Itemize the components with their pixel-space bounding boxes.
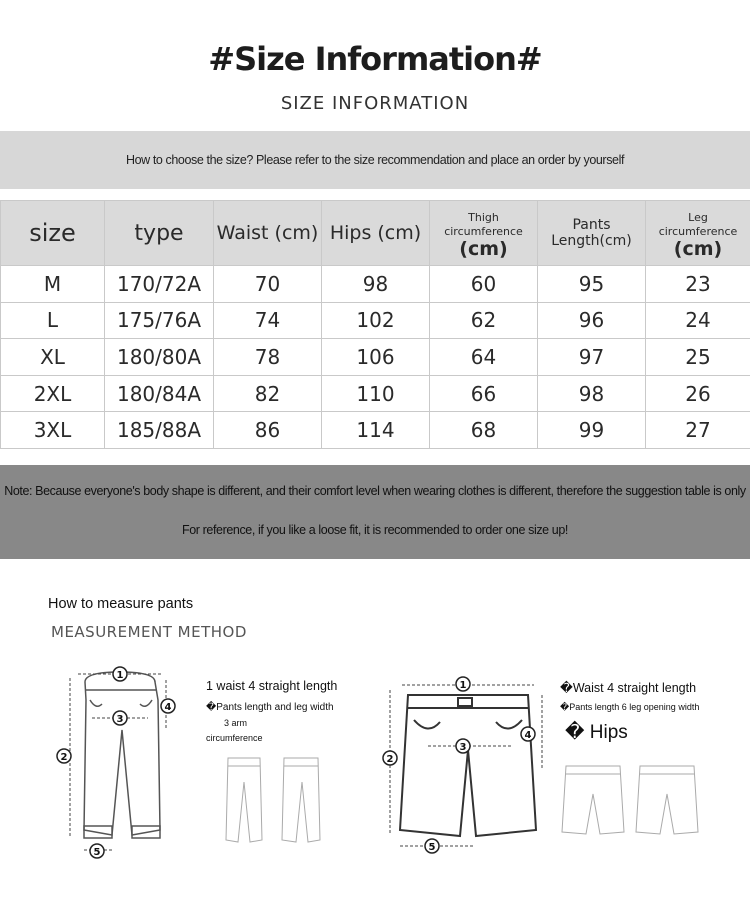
marker-3: 3 bbox=[116, 714, 124, 725]
table-header-row bbox=[1, 201, 750, 266]
size-advice-banner bbox=[0, 131, 750, 189]
cell-size: 2XL bbox=[1, 375, 105, 412]
cell-length: 99 bbox=[538, 412, 646, 449]
note-line-1: Note: Because everyone's body shape is different, and their comfort level when wearing clothes is different, therefore the suggestion table is only bbox=[4, 484, 746, 498]
header-hips: Hips (cm) bbox=[322, 201, 430, 266]
marker-4: 4 bbox=[164, 702, 172, 713]
table-row bbox=[1, 302, 750, 339]
long-pants-diagram bbox=[50, 660, 190, 860]
cell-waist: 86 bbox=[214, 412, 322, 449]
cell-thigh: 64 bbox=[430, 339, 538, 376]
cell-leg: 27 bbox=[646, 412, 750, 449]
size-advice-text: How to choose the size? Please refer to the size recommendation and place an order by yourself bbox=[125, 153, 625, 167]
cell-hips: 102 bbox=[322, 302, 430, 339]
cell-waist: 78 bbox=[214, 339, 322, 376]
header-waist: Waist (cm) bbox=[214, 201, 322, 266]
measure-method-title: MEASUREMENT METHOD bbox=[51, 623, 247, 641]
right-label-1: �Waist 4 straight length bbox=[560, 681, 697, 695]
cell-hips: 98 bbox=[322, 266, 430, 303]
cell-length: 97 bbox=[538, 339, 646, 376]
page-subtitle: SIZE INFORMATION bbox=[280, 93, 470, 114]
shorts-marker-1: 1 bbox=[459, 680, 467, 691]
table-row bbox=[1, 375, 750, 412]
cell-hips: 110 bbox=[322, 375, 430, 412]
header-type: type bbox=[105, 201, 214, 266]
cell-thigh: 68 bbox=[430, 412, 538, 449]
cell-length: 98 bbox=[538, 375, 646, 412]
cell-waist: 70 bbox=[214, 266, 322, 303]
cell-length: 96 bbox=[538, 302, 646, 339]
header-thigh-unit: (cm) bbox=[459, 237, 508, 260]
header-leg-top: Leg bbox=[688, 210, 708, 224]
shorts-marker-5: 5 bbox=[428, 842, 436, 853]
shorts-diagram bbox=[378, 670, 548, 860]
cell-size: M bbox=[1, 266, 105, 303]
marker-2: 2 bbox=[60, 752, 68, 763]
page-title: #Size Information# bbox=[208, 40, 542, 78]
cell-leg: 24 bbox=[646, 302, 750, 339]
cell-leg: 25 bbox=[646, 339, 750, 376]
shorts-marker-2: 2 bbox=[386, 754, 394, 765]
measure-heading: How to measure pants bbox=[48, 596, 194, 612]
left-label-3: 3 arm bbox=[224, 718, 248, 728]
marker-1: 1 bbox=[116, 670, 124, 681]
shorts-sketch-icon bbox=[560, 760, 705, 840]
cell-size: L bbox=[1, 302, 105, 339]
size-note bbox=[0, 465, 750, 559]
size-table bbox=[0, 200, 750, 449]
left-label-2: �Pants length and leg width bbox=[206, 702, 334, 713]
cell-waist: 82 bbox=[214, 375, 322, 412]
cell-size: XL bbox=[1, 339, 105, 376]
cell-type: 180/80A bbox=[105, 339, 214, 376]
cell-type: 180/84A bbox=[105, 375, 214, 412]
marker-5: 5 bbox=[93, 847, 101, 858]
right-label-2: �Pants length 6 leg opening width bbox=[560, 702, 700, 712]
table-row bbox=[1, 266, 750, 303]
cell-type: 170/72A bbox=[105, 266, 214, 303]
cell-waist: 74 bbox=[214, 302, 322, 339]
long-pants-sketch-icon bbox=[222, 752, 332, 844]
cell-leg: 23 bbox=[646, 266, 750, 303]
cell-hips: 114 bbox=[322, 412, 430, 449]
cell-leg: 26 bbox=[646, 375, 750, 412]
cell-hips: 106 bbox=[322, 339, 430, 376]
table-row bbox=[1, 339, 750, 376]
right-label-3: � Hips bbox=[565, 722, 628, 743]
header-thigh bbox=[430, 201, 538, 266]
header-leg-unit: (cm) bbox=[673, 237, 723, 260]
header-thigh-mid: circumference bbox=[444, 224, 523, 238]
shorts-marker-4: 4 bbox=[524, 730, 532, 741]
cell-thigh: 60 bbox=[430, 266, 538, 303]
header-thigh-top: Thigh bbox=[468, 210, 499, 224]
cell-size: 3XL bbox=[1, 412, 105, 449]
cell-type: 175/76A bbox=[105, 302, 214, 339]
cell-type: 185/88A bbox=[105, 412, 214, 449]
cell-length: 95 bbox=[538, 266, 646, 303]
header-size: size bbox=[1, 201, 105, 266]
cell-thigh: 66 bbox=[430, 375, 538, 412]
note-line-2: For reference, if you like a loose fit, it is recommended to order one size up! bbox=[182, 523, 568, 537]
table-row bbox=[1, 412, 750, 449]
header-leg-mid: circumference bbox=[658, 224, 738, 238]
cell-thigh: 62 bbox=[430, 302, 538, 339]
left-label-4: circumference bbox=[206, 733, 263, 743]
header-length: Pants Length(cm) bbox=[538, 201, 646, 266]
header-leg bbox=[646, 201, 750, 266]
shorts-marker-3: 3 bbox=[459, 742, 467, 753]
left-label-1: 1 waist 4 straight length bbox=[206, 679, 338, 693]
